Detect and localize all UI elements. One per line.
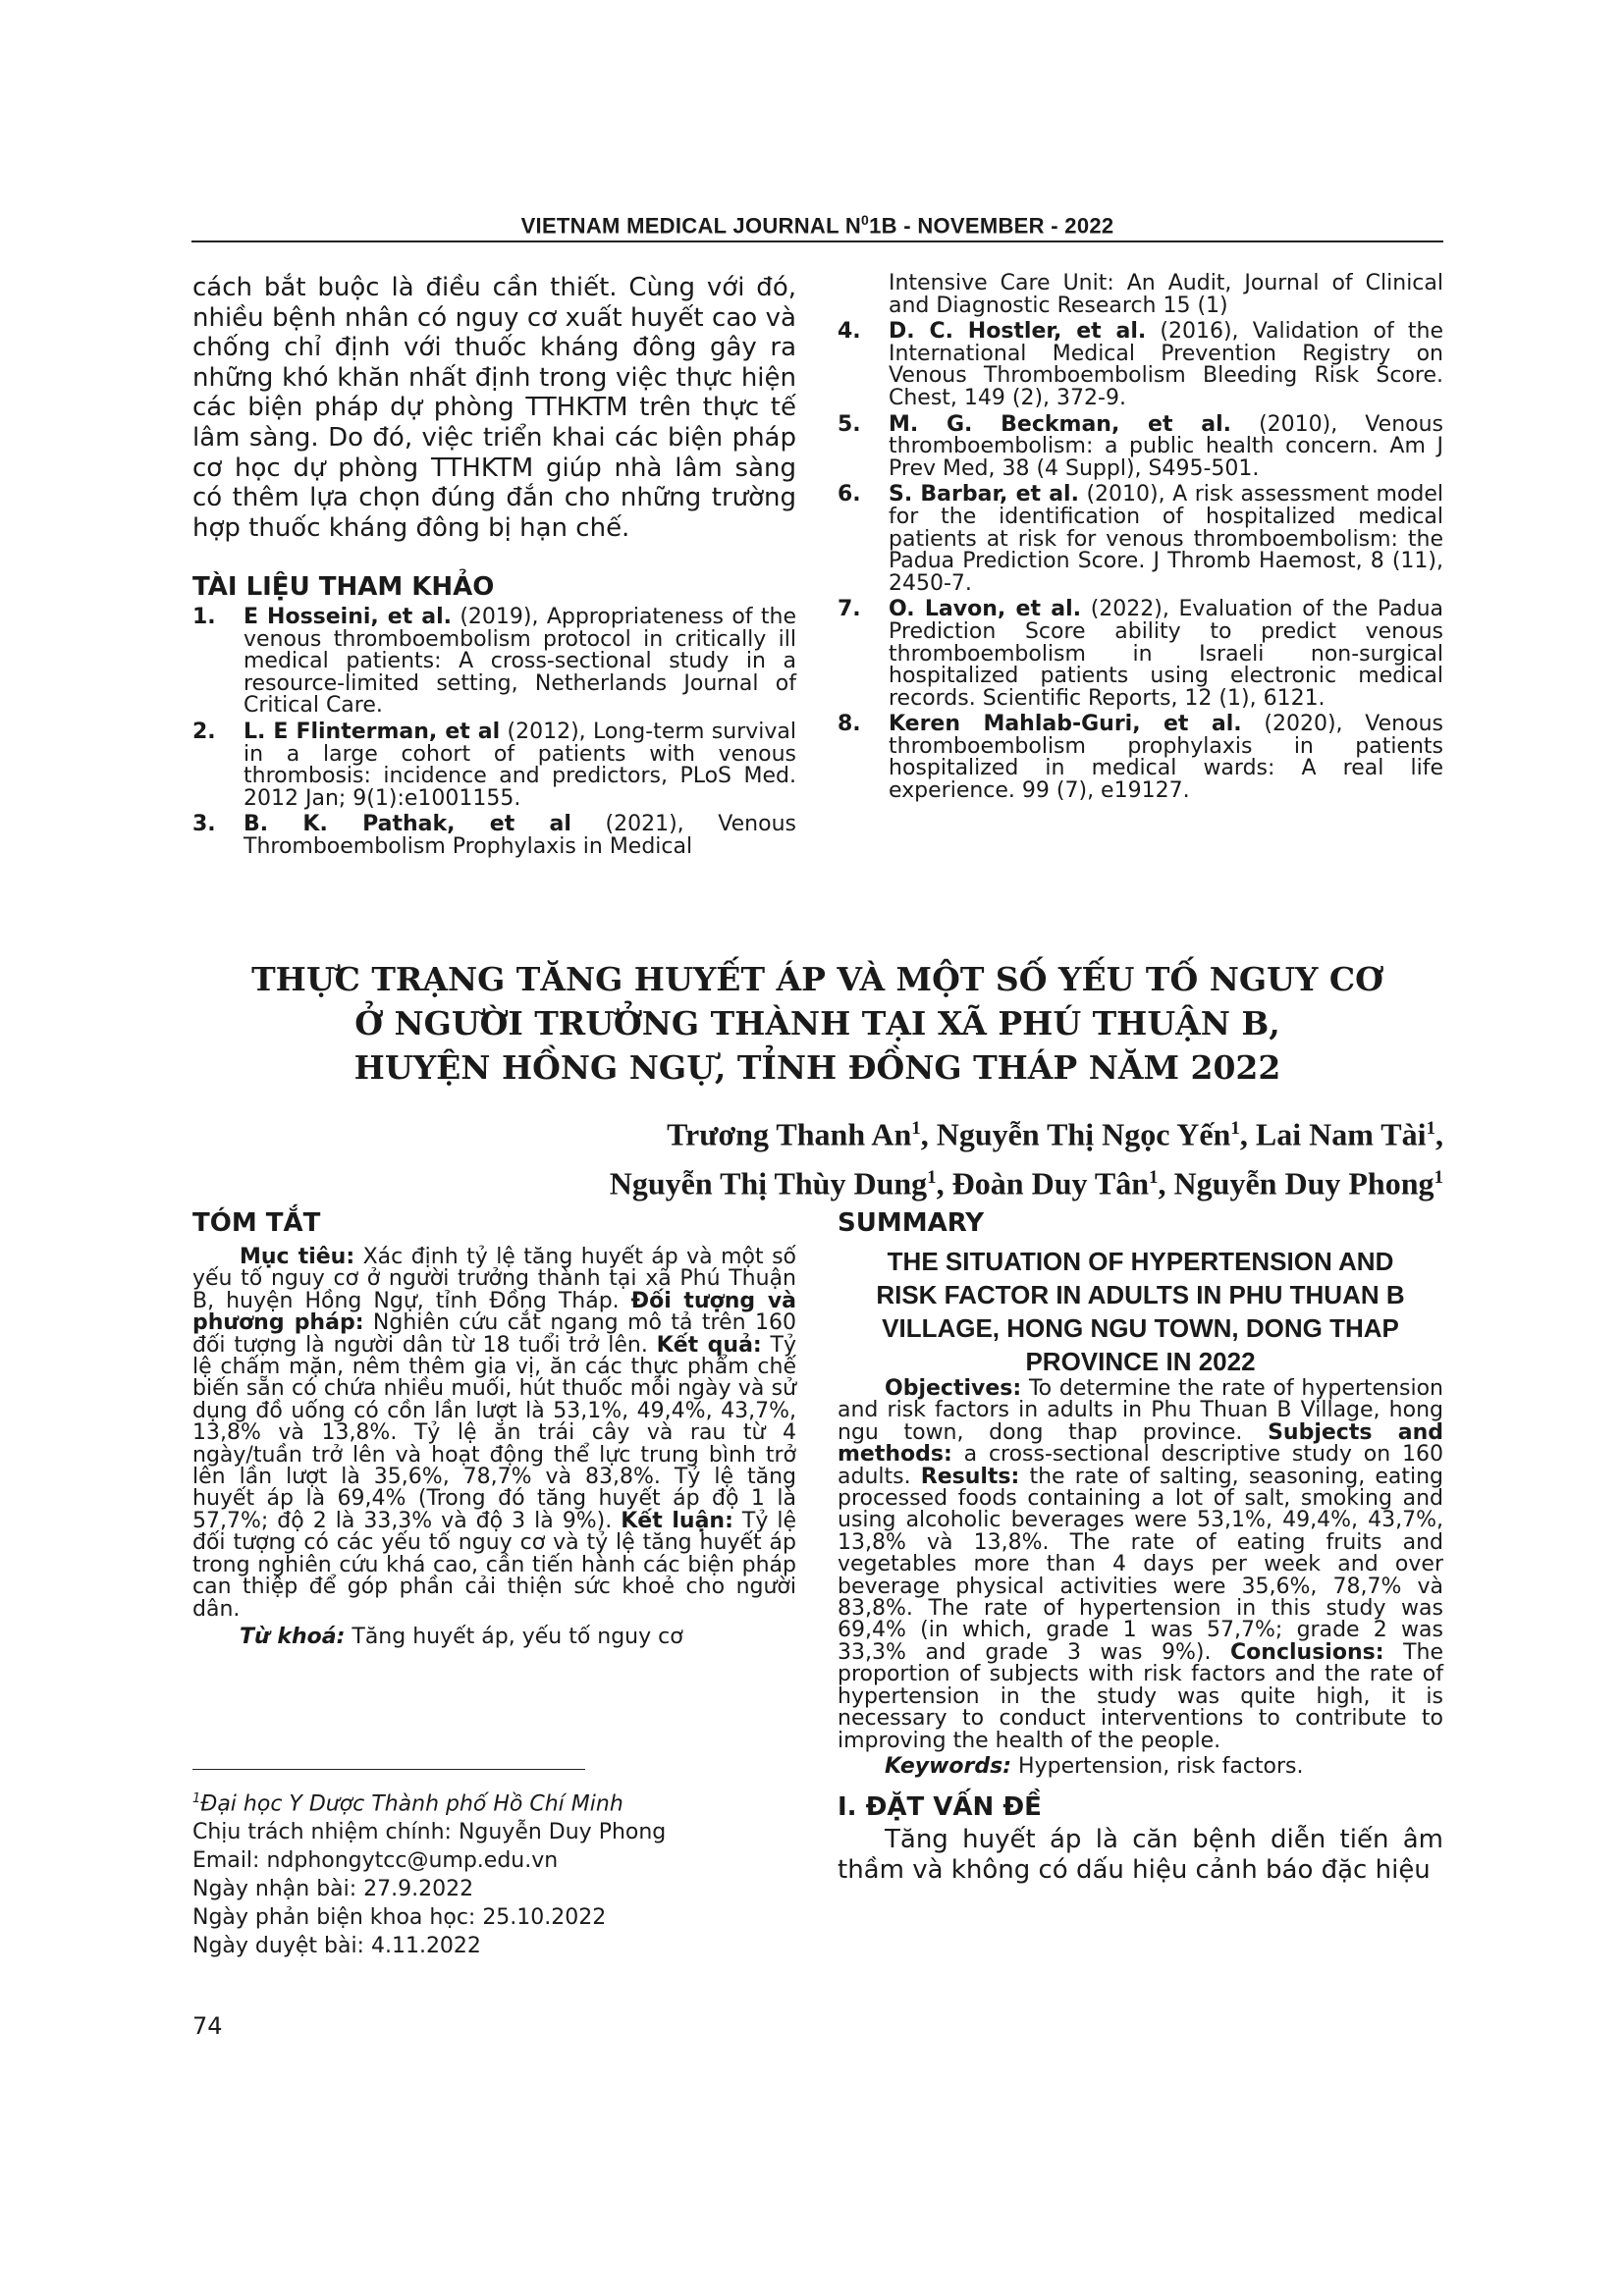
article-title xyxy=(191,957,1443,1090)
journal-name: VIETNAM MEDICAL JOURNAL N xyxy=(520,213,862,239)
reference-author: M. G. Beckman, et al. xyxy=(889,411,1231,437)
reference-author: B. K. Pathak, et al xyxy=(244,812,571,837)
author-list xyxy=(610,1107,1443,1204)
author-line xyxy=(610,1107,1443,1156)
footnotes xyxy=(192,1787,666,1962)
reference-author: S. Barbar, et al. xyxy=(889,482,1079,507)
received-date: Ngày nhận bài: 27.9.2022 xyxy=(192,1877,474,1902)
reference-text: (2020), Venous thromboembolism prophylaxis in patients hospitalized in medical wards: A real life experience. 99 (7), e19127. xyxy=(889,712,1443,804)
reference-number: 5. xyxy=(838,411,861,437)
reference-item xyxy=(192,814,796,858)
author-name: Nguyễn Thị Ngọc Yến xyxy=(936,1116,1231,1152)
reference-number: 6. xyxy=(838,482,861,507)
keywords-label: Từ khoá: xyxy=(240,1624,346,1649)
reference-number: 2. xyxy=(192,719,216,744)
summary-title xyxy=(838,1245,1443,1378)
email: Email: ndphongytcc@ump.edu.vn xyxy=(192,1848,559,1874)
author-affiliation-sup: 1 xyxy=(1426,1118,1435,1139)
author-separator: , xyxy=(920,1116,937,1152)
subjects-label: Đối tượng và phương pháp: xyxy=(192,1288,796,1336)
summary-title-line: THE SITUATION OF HYPERTENSION AND xyxy=(887,1247,1394,1276)
reference-author: L. E Flinterman, et al xyxy=(244,719,501,744)
summary-heading: SUMMARY xyxy=(838,1208,985,1238)
summary-title-line: PROVINCE IN 2022 xyxy=(1025,1347,1256,1376)
reference-text: (2019), Appropriateness of the venous thromboembolism protocol in critically ill medical patients: A cross-sectional study in a resource-limited setting, Netherlands Journal of Critical Care. xyxy=(244,605,796,719)
author-affiliation-sup: 1 xyxy=(1434,1166,1443,1188)
author-affiliation-sup: 1 xyxy=(911,1118,921,1139)
summary-english xyxy=(838,1207,1443,1886)
keywords-en-text: Hypertension, risk factors. xyxy=(1011,1753,1304,1779)
reference-author: O. Lavon, et al. xyxy=(889,597,1082,622)
reference-text: (2022), Evaluation of the Padua Prediction Score ability to predict venous thromboembolism in Israeli non-surgical hospitalized patients using electronic medical records. Scientific Reports, 12 (1), 6121. xyxy=(889,597,1444,711)
references-list-left xyxy=(192,607,796,859)
reference-number: 3. xyxy=(192,812,216,837)
journal-issue-sup: 0 xyxy=(861,212,870,228)
author-separator: , xyxy=(1158,1165,1174,1201)
reference-item xyxy=(192,607,796,718)
subjects-methods-label: Subjects and methods: xyxy=(838,1419,1443,1468)
reference-author: D. C. Hostler, et al. xyxy=(889,319,1147,345)
summary-title-line: RISK FACTOR IN ADULTS IN PHU THUAN B xyxy=(876,1280,1405,1309)
abstract-vietnamese xyxy=(192,1207,796,1648)
author-separator: , xyxy=(1239,1116,1256,1152)
abstract-heading: TÓM TẮT xyxy=(192,1208,321,1238)
corresponding-author: Chịu trách nhiệm chính: Nguyễn Duy Phong xyxy=(192,1820,667,1845)
results-label: Kết quả: xyxy=(656,1332,762,1358)
reference-text: (2012), Long-term survival in a large cohort of patients with venous thrombosis: incidence and predictors, PLoS Med. 2012 Jan; 9(1):e1001155. xyxy=(244,719,797,811)
author-affiliation-sup: 1 xyxy=(927,1166,937,1188)
reference-text: (2021), Venous Thromboembolism Prophylaxis in Medical xyxy=(244,812,796,859)
reference-item xyxy=(838,411,1443,481)
title-line: HUYỆN HỒNG NGỰ, TỈNH ĐỒNG THÁP NĂM 2022 xyxy=(353,1048,1281,1087)
summary-title-line: VILLAGE, HONG NGU TOWN, DONG THAP xyxy=(882,1313,1399,1343)
reference-number: 4. xyxy=(838,319,861,345)
accepted-date: Ngày duyệt bài: 4.11.2022 xyxy=(192,1934,481,1959)
conclusion-text: Tỷ lệ đối tượng có các yếu tố nguy cơ và tỷ lệ tăng huyết áp trong nghiên cứu khá cao, cần tiến hành các biện pháp can thiệp để góp phần cải thiện sức khoẻ cho người dân. xyxy=(192,1508,796,1622)
reference-3-continued: Intensive Care Unit: An Audit, Journal of Clinical and Diagnostic Research 15 (1) xyxy=(889,271,1443,318)
reference-item xyxy=(838,321,1443,409)
references-heading: TÀI LIỆU THAM KHẢO xyxy=(192,572,495,602)
objective-label: Mục tiêu: xyxy=(240,1245,355,1269)
results-en-label: Results: xyxy=(920,1464,1020,1489)
reference-author: Keren Mahlab-Guri, et al. xyxy=(889,712,1242,737)
subjects-methods-text: a cross-sectional descriptive study on 160 adults. xyxy=(838,1442,1443,1489)
intro-heading: I. ĐẶT VẤN ĐỀ xyxy=(838,1792,1042,1823)
author-separator: , xyxy=(936,1165,952,1201)
references-list-right xyxy=(838,321,1443,802)
journal-issue: 1B - NOVEMBER - 2022 xyxy=(869,213,1114,239)
reference-text: (2010), Venous thromboembolism: a public health concern. Am J Prev Med, 38 (4 Suppl), S495-501. xyxy=(889,411,1443,481)
results-text: Tỷ lệ chấm mặn, nêm thêm gia vị, ăn các thực phẩm chế biến sẵn có chứa nhiều muối, hút thuốc mỗi ngày và sử dụng đồ uống có cồn lần lượt là 53,1%, 49,4%, 43,7%, 13,8% và 13,8%. Tỷ lệ ăn trái cây và rau từ 4 ngày/tuần trở lên và hoạt động thể lực trung bình trở lên lần lượt là 35,6%, 78,7% và 83,8%. Tỷ lệ tăng huyết áp là 69,4% (Trong đó tăng huyết áp độ 1 là 57,7%; độ 2 là 33,3% và độ 3 là 9%). xyxy=(192,1332,797,1533)
reference-number: 1. xyxy=(192,605,216,629)
affiliation-text: Đại học Y Dược Thành phố Hồ Chí Minh xyxy=(200,1791,623,1817)
reference-text: (2010), A risk assessment model for the identification of hospitalized medical patients at risk for venous thromboembolism: the Padua Prediction Score. J Thromb Haemost, 8 (11), 2450-7. xyxy=(889,482,1443,596)
conclusion-label: Kết luận: xyxy=(621,1508,733,1533)
subjects-text: Nghiên cứu cắt ngang mô tả trên 160 đối tượng là người dân từ 18 tuổi trở lên. xyxy=(192,1310,796,1358)
keywords-text: Tăng huyết áp, yếu tố nguy cơ xyxy=(345,1624,683,1649)
reference-number: 8. xyxy=(838,712,861,737)
intro-paragraph: Tăng huyết áp là căn bệnh diễn tiến âm thầm và không có dấu hiệu cảnh báo đặc hiệu xyxy=(838,1825,1443,1885)
author-name: Nguyễn Thị Thùy Dung xyxy=(609,1165,928,1201)
results-en-text: the rate of salting, seasoning, eating processed foods containing a lot of salt, smoking and using alcoholic beverages were 53,1%, 49,4%, 43,7%, 13,8% và 13,8%. The rate of eating fruits and vegetables more than 4 days per week and over beverage physical activities were 35,6%, 78,7% và 83,8%. The rate of hypertension in this study was 69,4% (in which, grade 1 was 57,7%; grade 2 was 33,3% and grade 3 was 9%). xyxy=(838,1464,1444,1665)
reference-author: E Hosseini, et al. xyxy=(244,605,452,629)
title-line: Ở NGƯỜI TRƯỞNG THÀNH TẠI XÃ PHÚ THUẬN B, xyxy=(354,1004,1280,1042)
author-name: Trương Thanh An xyxy=(667,1116,912,1152)
footnote-rule xyxy=(192,1769,585,1770)
author-name: Lai Nam Tài xyxy=(1255,1116,1427,1152)
objectives-text: To determine the rate of hypertension and risk factors in adults in Phu Thuan B Village, hong ngu town, dong thap province. xyxy=(838,1376,1443,1445)
reference-text: (2016), Validation of the International Medical Prevention Registry on Venous Thromboembolism Bleeding Risk Score. Chest, 149 (2), 372-9. xyxy=(889,319,1443,410)
author-separator: , xyxy=(1435,1116,1443,1152)
closing-paragraph: cách bắt buộc là điều cần thiết. Cùng với đó, nhiều bệnh nhân có nguy cơ xuất huyết cao và chống chỉ định với thuốc kháng đông gây ra những khó khăn nhất định trong việc thực hiện các biện pháp dự phòng TTHKTM trên thực tế lâm sàng. Do đó, việc triển khai các biện pháp cơ học dự phòng TTHKTM giúp nhà lâm sàng có thêm lựa chọn đúng đắn cho những trường hợp thuốc kháng đông bị hạn chế. xyxy=(192,273,796,543)
author-name: Nguyễn Duy Phong xyxy=(1173,1165,1435,1201)
objective-text: Xác định tỷ lệ tăng huyết áp và một số yếu tố nguy cơ ở người trưởng thành tại xã Phú Thuận B, huyện Hồng Ngự, tỉnh Đồng Tháp. xyxy=(192,1245,796,1313)
reference-item xyxy=(192,721,796,810)
prev-article-closing xyxy=(192,273,796,543)
running-header xyxy=(191,212,1443,239)
conclusions-text: The proportion of subjects with risk factors and the rate of hypertension in the study was quite high, it is necessary to conduct interventions to contribute to improving the health of the people. xyxy=(838,1639,1443,1753)
affiliation-sup: 1 xyxy=(192,1791,201,1806)
reference-item xyxy=(838,599,1443,710)
reviewed-date: Ngày phản biện khoa học: 25.10.2022 xyxy=(192,1905,607,1931)
author-affiliation-sup: 1 xyxy=(1149,1166,1159,1188)
page-number: 74 xyxy=(192,2012,223,2040)
reference-item xyxy=(838,484,1443,595)
affiliation xyxy=(192,1787,666,1816)
conclusions-label: Conclusions: xyxy=(1230,1639,1384,1665)
keywords-en-label: Keywords: xyxy=(885,1753,1012,1779)
author-affiliation-sup: 1 xyxy=(1230,1118,1240,1139)
references-left-column xyxy=(192,571,796,863)
reference-number: 7. xyxy=(838,597,861,622)
header-rule xyxy=(191,240,1443,242)
summary-body xyxy=(838,1378,1443,1778)
author-name: Đoàn Duy Tân xyxy=(951,1165,1150,1201)
objectives-label: Objectives: xyxy=(885,1376,1022,1401)
abstract-body xyxy=(192,1247,796,1648)
title-line: THỰC TRẠNG TĂNG HUYẾT ÁP VÀ MỘT SỐ YẾU TỐ NGUY CƠ xyxy=(251,960,1383,998)
references-right-column xyxy=(838,273,1443,807)
author-line xyxy=(610,1156,1443,1205)
reference-item xyxy=(838,714,1443,802)
